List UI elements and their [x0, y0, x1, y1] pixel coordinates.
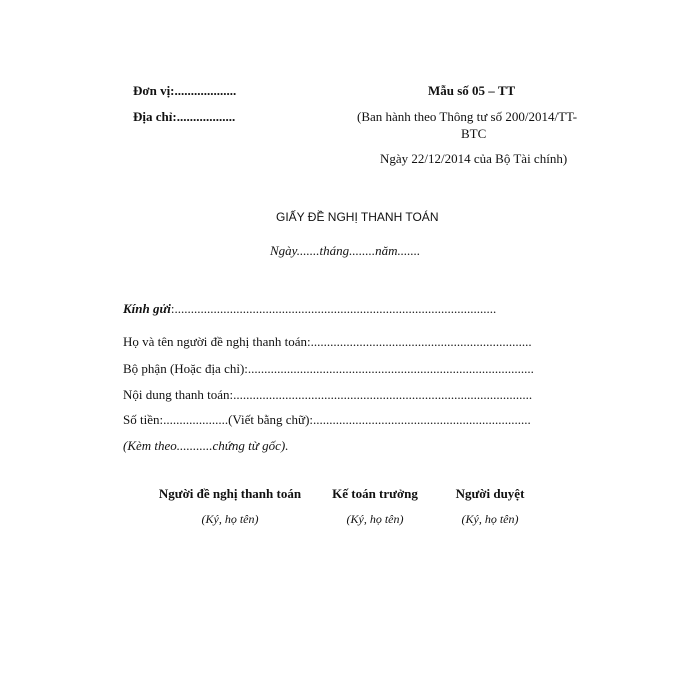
document-title: GIẤY ĐỀ NGHỊ THANH TOÁN — [276, 210, 439, 224]
address-label: Địa chỉ:.................. — [133, 109, 236, 124]
signature-title-chief-accountant: Kế toán trưởng — [332, 486, 418, 501]
kinh-gui-label: Kính gửi — [123, 301, 171, 316]
payment-content-line: Nội dung thanh toán:............................................................................................ — [123, 387, 533, 402]
signature-title-approver: Người duyệt — [455, 486, 525, 501]
unit-label: Đơn vị:................... — [133, 83, 237, 98]
amount-line: Số tiền:....................(Viết bằng chữ):................................................................... — [123, 412, 531, 427]
requester-name-line: Họ và tên người đề nghị thanh toán:.................................................................... — [123, 334, 532, 349]
signature-note-chief-accountant: (Ký, họ tên) — [346, 512, 404, 526]
issued-line-3: Ngày 22/12/2014 của Bộ Tài chính) — [380, 151, 568, 166]
signature-title-requester: Người đề nghị thanh toán — [158, 486, 302, 501]
kinh-gui-dots: :................................................................................................... — [170, 301, 497, 316]
issued-line-2: BTC — [461, 126, 487, 141]
date-line: Ngày.......tháng........năm....... — [270, 243, 421, 258]
signature-note-approver: (Ký, họ tên) — [461, 512, 519, 526]
department-line: Bộ phận (Hoặc địa chỉ):........................................................................................ — [123, 361, 534, 376]
signature-note-requester: (Ký, họ tên) — [201, 512, 259, 526]
issued-line-1: (Ban hành theo Thông tư số 200/2014/TT- — [357, 109, 578, 124]
attachment-line: (Kèm theo...........chứng từ gốc). — [123, 438, 289, 453]
kinh-gui-line — [123, 301, 496, 317]
form-code: Mẫu số 05 – TT — [428, 83, 516, 98]
